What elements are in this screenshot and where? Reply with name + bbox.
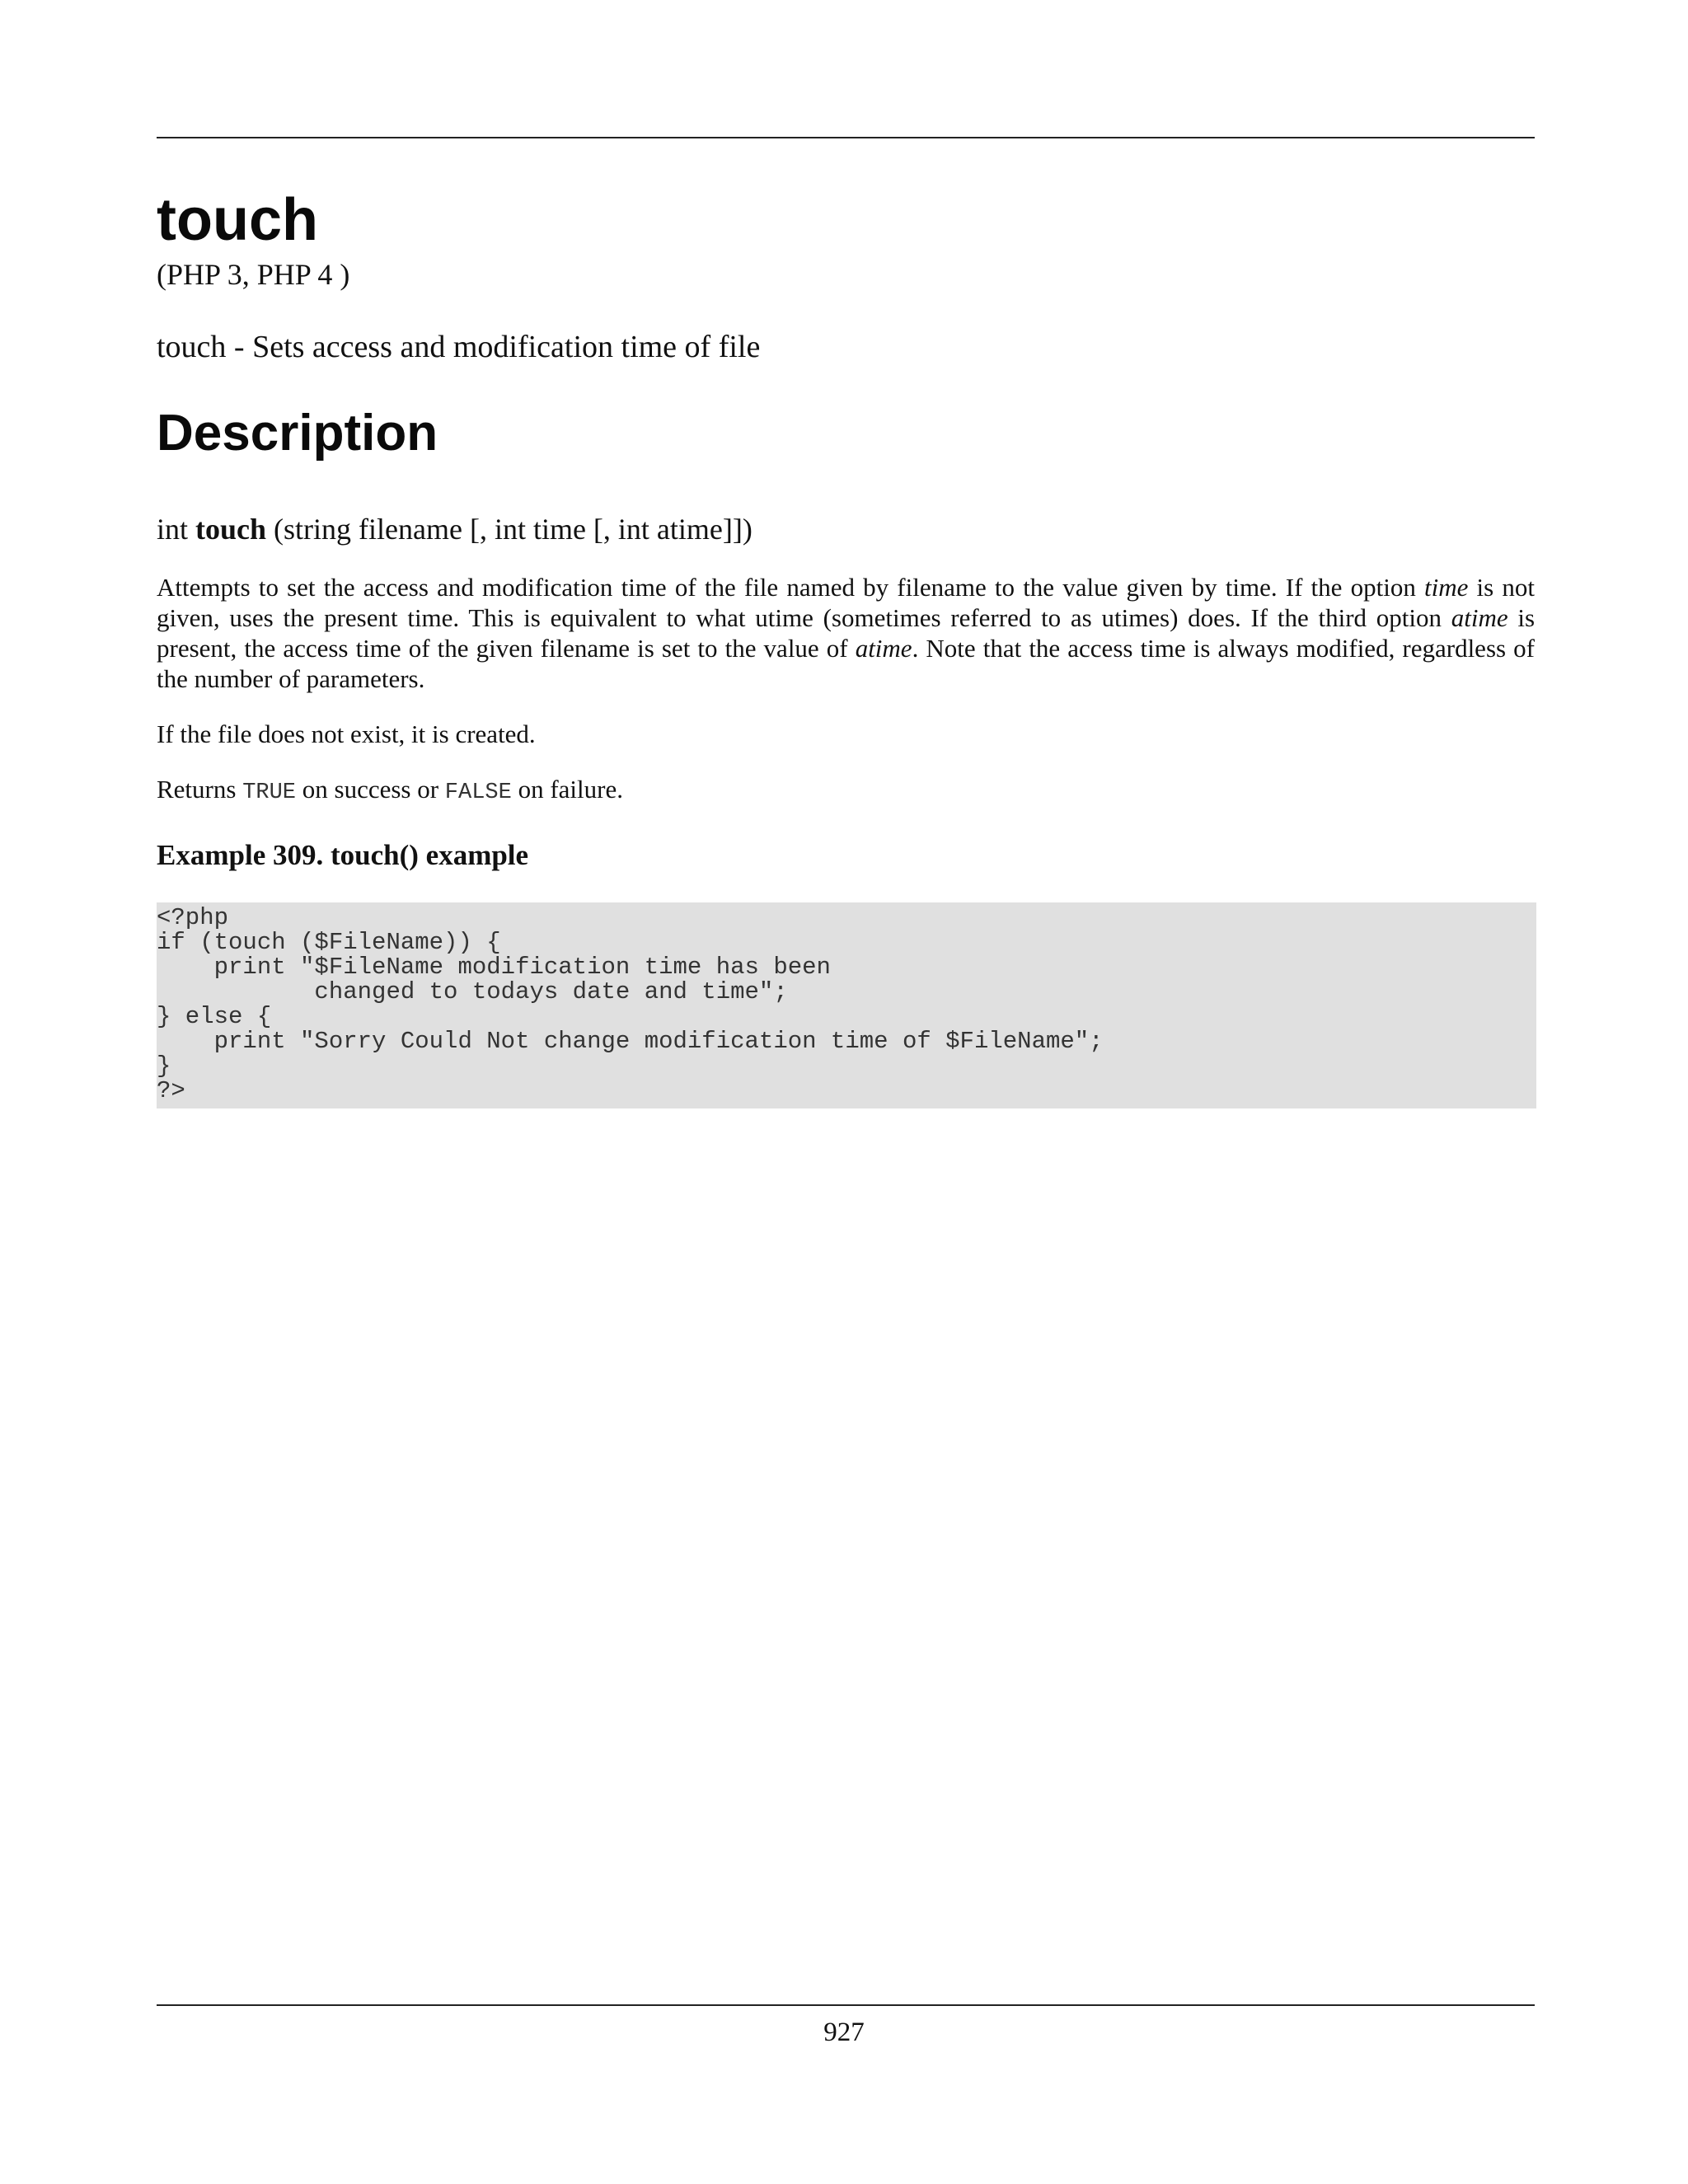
code-line: changed to todays date and time"; [157, 977, 788, 1005]
header-rule [157, 137, 1535, 138]
param-atime: atime [1451, 602, 1508, 632]
description-heading: Description [157, 405, 438, 462]
paragraph-text: is present, the access time of the given filename is set to the value of [157, 602, 1536, 663]
paragraph-text: Returns [157, 774, 243, 804]
page-number: 927 [823, 2018, 865, 2047]
code-example [157, 902, 1536, 1108]
entry-versions: (PHP 3, PHP 4 ) [157, 257, 350, 291]
footer-rule [157, 2004, 1535, 2006]
code-line: if (touch ($FileName)) { [157, 928, 501, 956]
code-line: print "$FileName modification time has been [157, 953, 831, 981]
param-atime: atime [855, 633, 912, 663]
true-constant: TRUE [242, 780, 296, 805]
description-paragraph-1 [157, 572, 1535, 694]
paragraph-text: on success or [296, 774, 445, 804]
synopsis-function-name: touch [195, 512, 267, 546]
code-line: } else { [157, 1002, 272, 1030]
paragraph-text: . Note that the access time is always modified, regardless of the number of parameters. [157, 633, 1535, 693]
description-paragraph-2: If the file does not exist, it is created. [157, 719, 536, 748]
example-title: Example 309. touch() example [157, 838, 529, 871]
false-constant: FALSE [444, 780, 512, 805]
code-line: } [157, 1052, 171, 1080]
entry-purpose: touch - Sets access and modification time of file [157, 329, 761, 364]
code-line: <?php [157, 903, 229, 931]
synopsis-return-type: int [157, 512, 189, 546]
synopsis-params: (string filename [, int time [, int atime]]) [274, 512, 753, 546]
page-content [157, 165, 1535, 1108]
paragraph-text: Attempts to set the access and modification time of the file named by filename to the value given by time. If the option [157, 572, 1424, 602]
code-line: ?> [157, 1076, 185, 1104]
paragraph-text: on failure. [511, 774, 623, 804]
function-synopsis [157, 512, 1535, 547]
code-line: print "Sorry Could Not change modification time of $FileName"; [157, 1027, 1104, 1055]
param-time: time [1424, 572, 1469, 602]
description-paragraph-3 [157, 774, 1535, 808]
paragraph-text: is not given, uses the present time. This is equivalent to what utime (sometimes referred to as utimes) does. If the third option [157, 572, 1535, 632]
entry-title: touch [157, 187, 318, 253]
